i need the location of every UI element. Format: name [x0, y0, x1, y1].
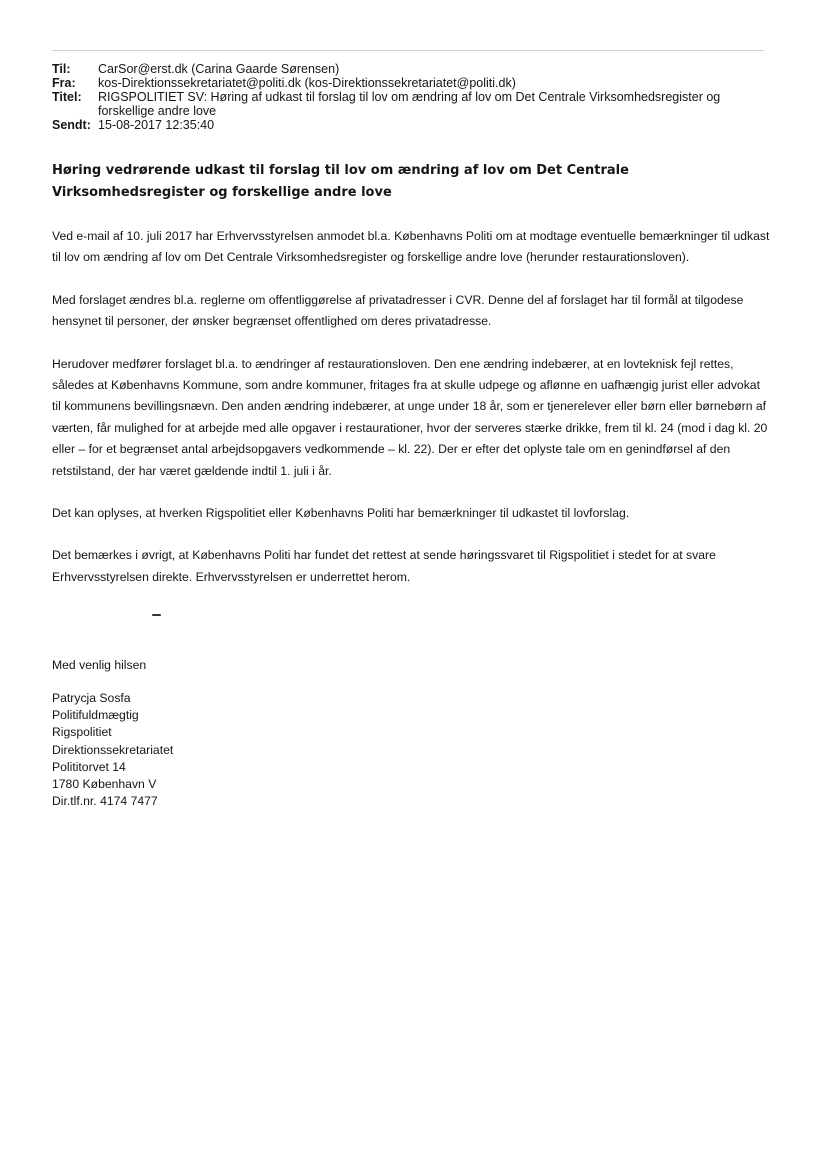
body-paragraph: Det bemærkes i øvrigt, at Københavns Politi har fundet det rettest at sende høringssvaret til Rigspolitiet i stedet for at svare Erhvervsstyrelsen direkte. Erhvervsstyrelsen er underrettet herom.: [52, 548, 716, 584]
body-paragraph: Med forslaget ændres bl.a. reglerne om offentliggørelse af privatadresser i CVR. Denne del af forslaget har til formål at tilgodese hensynet til personer, der ønsker begrænset offentlighed om deres privatadresse.: [52, 292, 744, 329]
to-value: CarSor@erst.dk (Carina Gaarde Sørensen): [98, 62, 340, 76]
sent-value: 15-08-2017 12:35:40: [98, 118, 215, 132]
signature-organisation: Rigspolitiet: [52, 725, 112, 740]
closing-line: Med venlig hilsen: [52, 658, 147, 672]
letter-subject: Høring vedrørende udkast til forslag til lov om ændring af lov om Det Centrale Virksomhedsregister og forskellige andre love: [52, 163, 629, 200]
signature-role: Politifuldmægtig: [52, 708, 139, 723]
signature-phone: Dir.tlf.nr. 4174 7477: [52, 794, 158, 809]
body-paragraph: Ved e-mail af 10. juli 2017 har Erhvervsstyrelsen anmodet bl.a. Københavns Politi om at modtage eventuelle bemærkninger til udkast til lov om ændring af lov om Det Centrale Virksomhedsregister og forskellige andre love (herunder restaurationsloven).: [52, 229, 770, 265]
from-value: kos-Direktionssekretariatet@politi.dk (kos-Direktionssekretariatet@politi.dk): [98, 76, 516, 90]
letter-body: [52, 226, 770, 609]
header-title-row: [52, 90, 772, 118]
header-sent-row: [52, 118, 772, 132]
header-from-row: [52, 76, 772, 90]
signature-block: [52, 690, 173, 810]
signature-department: Direktionssekretariatet: [52, 742, 174, 757]
signature-name: Patrycja Sosfa: [52, 691, 131, 705]
title-label: Titel:: [52, 90, 82, 104]
body-paragraph: Herudover medfører forslaget bl.a. to ændringer af restaurationsloven. Den ene ændring indebærer, at en lovteknisk fejl rettes, således at Københavns Kommune, som andre kommuner, fritages fra at skulle udpege og aflønne en uafhængig jurist eller advokat til kommunens bevillingsnævn. Den anden ændring indebærer, at unge under 18 år, som er tjenerelever eller børn eller børnebørn af værten, får mulighed for at arbejde med alle opgaver i restaurationer, hvor der serveres stærke drikke, frem til kl. 24 (mod i dag kl. 20 eller – for et begrænset antal arbejdsopgavers vedkommende – kl. 22). Der er efter det oplyste tale om en genindførsel af den retstilstand, der har været gældende indtil 1. juli i år.: [52, 356, 768, 478]
email-header: [52, 62, 772, 132]
to-label: Til:: [52, 62, 71, 76]
signature-street: Polititorvet 14: [52, 759, 126, 774]
scan-speck: [152, 614, 161, 616]
header-to-row: [52, 62, 772, 76]
header-divider: [52, 50, 764, 51]
title-value: RIGSPOLITIET SV: Høring af udkast til forslag til lov om ændring af lov om Det Centrale Virksomhedsregister og forskellige andre love: [98, 90, 721, 118]
from-label: Fra:: [52, 76, 76, 90]
signature-city: 1780 København V: [52, 777, 157, 792]
body-paragraph: Det kan oplyses, at hverken Rigspolitiet eller Københavns Politi har bemærkninger til udkastet til lovforslag.: [52, 506, 630, 521]
sent-label: Sendt:: [52, 118, 91, 132]
